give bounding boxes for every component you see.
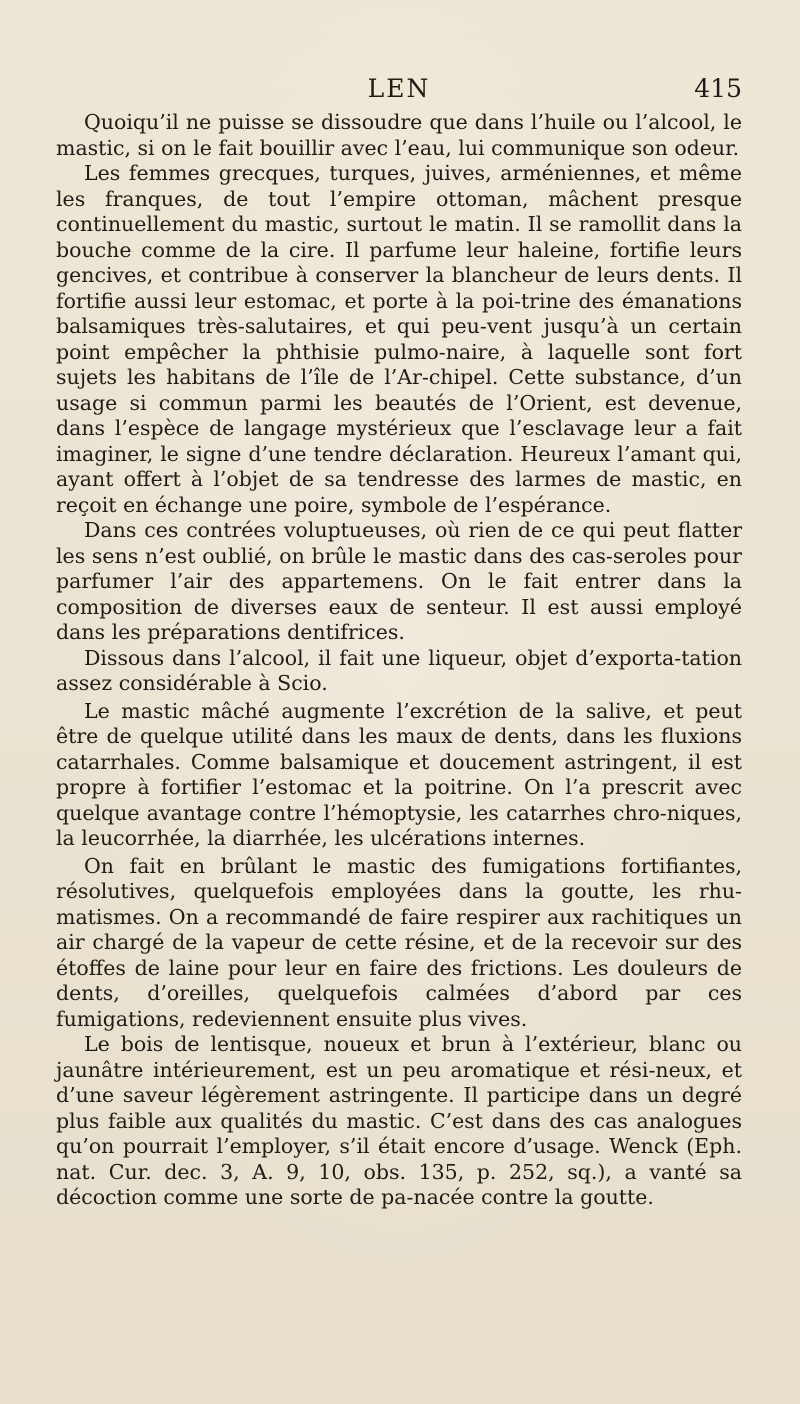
paragraph-medical-uses: Le mastic mâché augmente l’excrétion de la salive, et peut être de quelque utilité dans les maux de dents, dans les fluxions catarrhales. Comme balsamique et doucement astringent, il est propre à fortifier l’estomac et la poitrine. On l’a prescrit avec quelque avantage contre l’hémoptysie, les catarrhes chro-niques, la leucorrhée, la diarrhée, les ulcérations internes. [56,698,742,850]
running-head: LEN [367,74,431,103]
paragraph-mastic-solubility: Quoiqu’il ne puisse se dissoudre que dans l’huile ou l’alcool, le mastic, si on le fait bouillir avec l’eau, lui communique son odeur. [56,110,742,160]
body-text [56,110,742,1211]
paragraph-oriental-women: Les femmes grecques, turques, juives, arméniennes, et même les franques, de tout l’empire ottoman, mâchent presque continuellement du mastic, surtout le matin. Il se ramollit dans la bouche comme de la cire. Il parfume leur haleine, fortifie leurs gencives, et contribue à conserver la blancheur de leurs dents. Il fortifie aussi leur estomac, et porte à la poi-trine des émanations balsamiques très-salutaires, et qui peu-vent jusqu’à un certain point empêcher la phthisie pulmo-naire, à laquelle sont fort sujets les habitans de l’île de l’Ar-chipel. Cette substance, d’un usage si commun parmi les beautés de l’Orient, est devenue, dans l’espèce de langage mystérieux que l’esclavage leur a fait imaginer, le signe d’une tendre déclaration. Heureux l’amant qui, ayant offert à l’objet de sa tendresse des larmes de mastic, en reçoit en échange une poire, symbole de l’espérance. [56,161,742,517]
paragraph-fumigations: On fait en brûlant le mastic des fumigations fortifiantes, résolutives, quelquefois employées dans la goutte, les rhu-matismes. On a recommandé de faire respirer aux rachitiques un air chargé de la vapeur de cette résine, et de la recevoir sur des étoffes de laine pour leur en faire des frictions. Les douleurs de dents, d’oreilles, quelquefois calmées d’abord par ces fumigations, redeviennent ensuite plus vives. [56,853,742,1031]
paragraph-alcohol-liqueur: Dissous dans l’alcool, il fait une liqueur, objet d’exporta-tation assez considérable à Scio. [56,645,742,695]
paragraph-perfume-uses: Dans ces contrées voluptueuses, où rien de ce qui peut flatter les sens n’est oublié, on brûle le mastic dans des cas-seroles pour parfumer l’air des appartemens. On le fait entrer dans la composition de diverses eaux de senteur. Il est aussi employé dans les préparations dentifrices. [56,518,742,644]
paragraph-lentisk-wood: Le bois de lentisque, noueux et brun à l’extérieur, blanc ou jaunâtre intérieurement, est un peu aromatique et rési-neux, et d’une saveur légèrement astringente. Il participe dans un degré plus faible aux qualités du mastic. C’est dans des cas analogues qu’on pourrait l’employer, s’il était encore d’usage. Wenck (Eph. nat. Cur. dec. 3, A. 9, 10, obs. 135, p. 252, sq.), a vanté sa décoction comme une sorte de pa-nacée contre la goutte. [56,1032,742,1209]
page-number: 415 [694,74,742,103]
page-header [56,74,742,108]
